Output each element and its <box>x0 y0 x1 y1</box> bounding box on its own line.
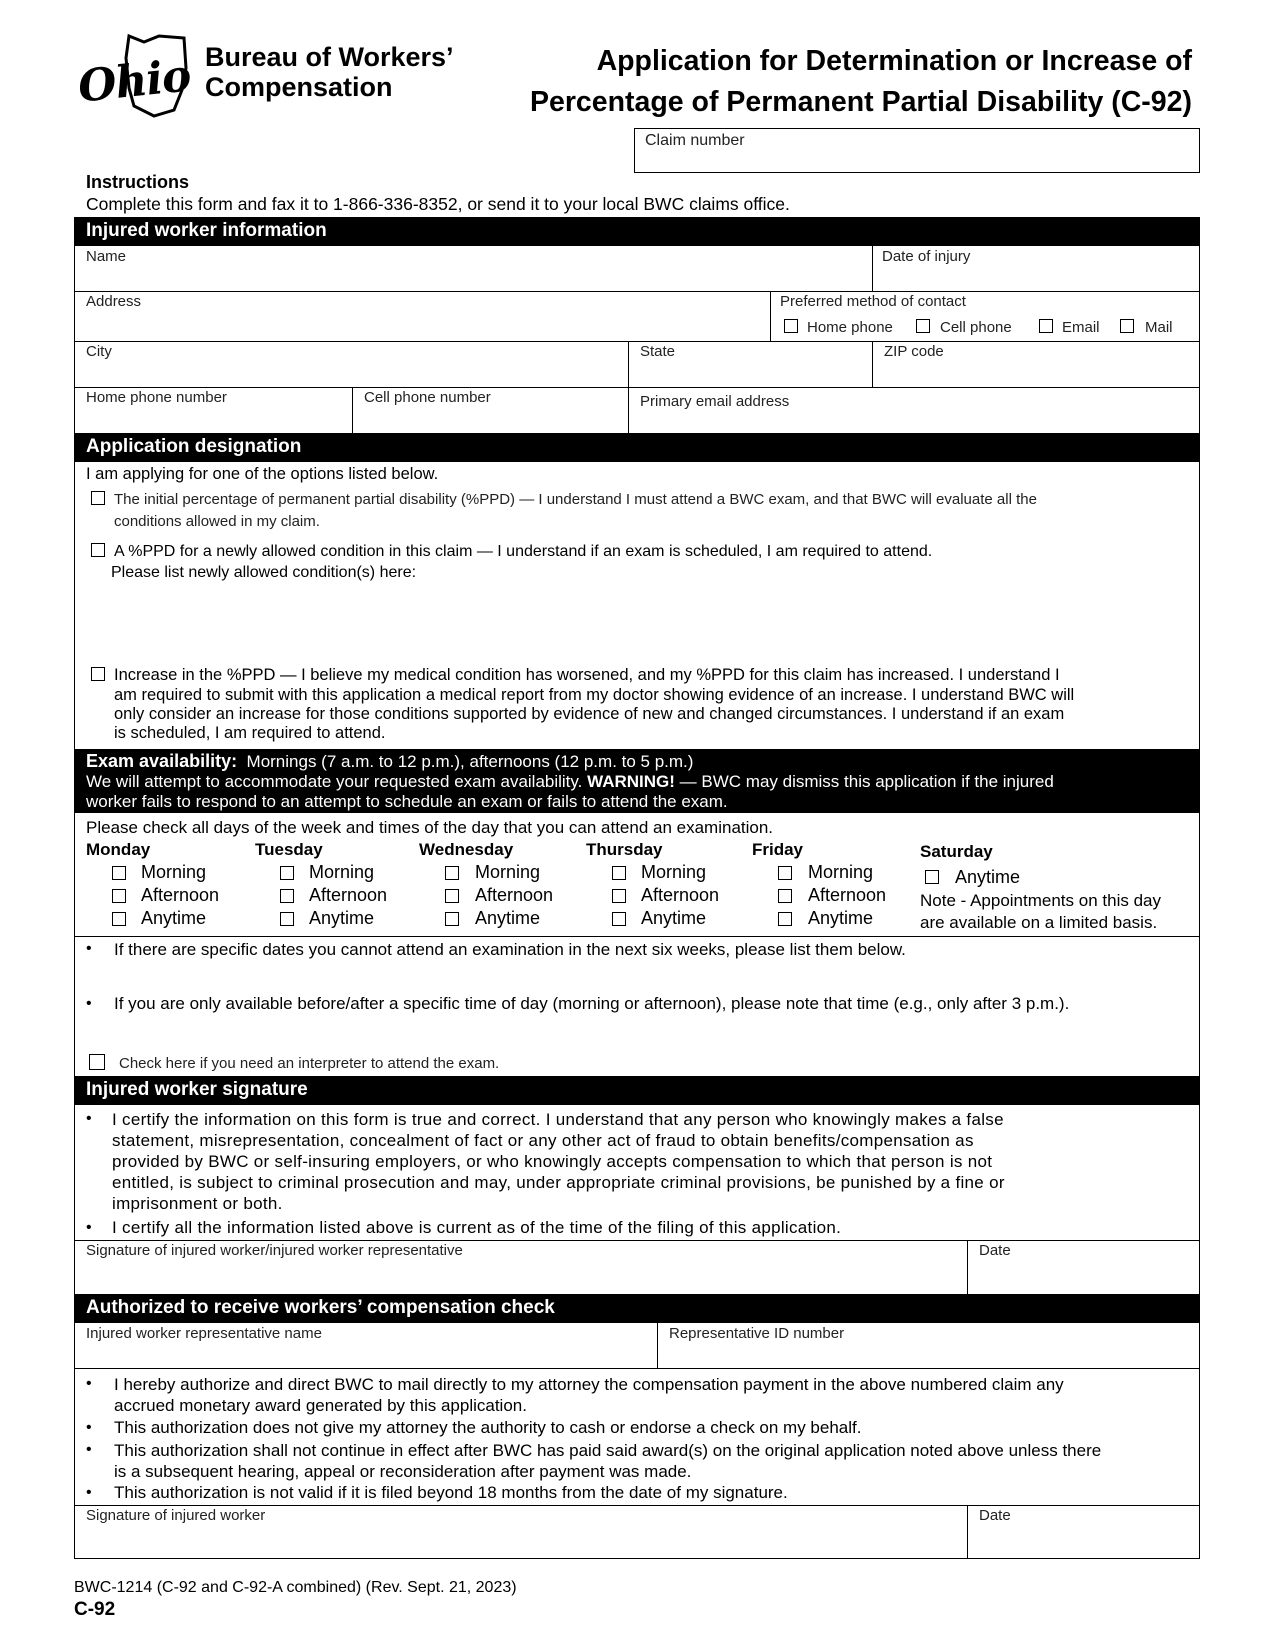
address-field[interactable] <box>76 293 768 339</box>
claim-number-label: Claim number <box>645 132 745 149</box>
logo-text: Ohio <box>75 50 193 113</box>
tuesday-label: Tuesday <box>255 840 323 859</box>
option1-text-1: The initial percentage of permanent partial disability (%PPD) — I understand I must attend a BWC exam, and that BWC will evaluate all the <box>114 491 1037 508</box>
email-option: Email <box>1062 319 1100 336</box>
mail-option: Mail <box>1145 319 1173 336</box>
thursday-afternoon-label: Afternoon <box>641 885 720 905</box>
certification-text-2: I certify all the information listed above is current as of the time of the filing of this application. <box>112 1218 842 1237</box>
time-restriction-input[interactable] <box>111 1016 1191 1050</box>
friday-afternoon-label: Afternoon <box>808 885 887 905</box>
certification-text-1 <box>112 1109 1005 1214</box>
saturday-note-1: Note - Appointments on this day <box>920 891 1161 910</box>
cell-phone-option: Cell phone <box>940 319 1012 336</box>
time-restriction-instruction: If you are only available before/after a specific time of day (morning or afternoon), please note that time (e.g., only after 3 p.m.). <box>114 994 1070 1013</box>
thursday-afternoon-checkbox[interactable] <box>612 889 626 903</box>
exam-note-1: We will attempt to accommodate your requested exam availability. <box>86 772 583 791</box>
mail-checkbox[interactable] <box>1120 319 1134 333</box>
bullet-dot: • <box>86 1484 92 1501</box>
authorization-term-3 <box>114 1440 1101 1482</box>
bullet-dot: • <box>86 1441 92 1458</box>
monday-anytime-label: Anytime <box>141 908 207 928</box>
option3-line-2: am required to submit with this application a medical report from my doctor showing evidence of an increase. I understand BWC will <box>114 686 1075 704</box>
bullet-dot: • <box>86 995 92 1012</box>
cert1-line-5: imprisonment or both. <box>112 1194 283 1213</box>
tuesday-afternoon-checkbox[interactable] <box>280 889 294 903</box>
interpreter-checkbox[interactable] <box>89 1054 105 1070</box>
date-of-injury-label: Date of injury <box>882 248 971 265</box>
monday-morning-label: Morning <box>141 862 207 882</box>
wednesday-morning-checkbox[interactable] <box>445 866 459 880</box>
claim-number-field[interactable] <box>634 128 1200 173</box>
cert1-line-3: provided by BWC or self-insuring employers, or who knowingly accepts compensation to which that person is not <box>112 1152 993 1171</box>
email-checkbox[interactable] <box>1039 319 1053 333</box>
auth-term1-line-1: I hereby authorize and direct BWC to mail directly to my attorney the compensation payment in the above numbered claim any <box>114 1375 1064 1394</box>
authorization-date-label: Date <box>979 1507 1011 1524</box>
date-of-injury-field[interactable] <box>874 248 1198 290</box>
form-title <box>530 41 1192 123</box>
bullet-dot: • <box>86 1375 92 1392</box>
interpreter-label: Check here if you need an interpreter to attend the exam. <box>119 1055 500 1072</box>
wednesday-afternoon-checkbox[interactable] <box>445 889 459 903</box>
address-label: Address <box>86 293 142 310</box>
application-intro: I am applying for one of the options listed below. <box>86 465 439 483</box>
monday-afternoon-label: Afternoon <box>141 885 220 905</box>
cell-phone-field[interactable] <box>354 389 626 433</box>
saturday-note-2: are available on a limited basis. <box>920 913 1158 932</box>
exam-note-2: — BWC may dismiss this application if the injured <box>679 772 1054 791</box>
option2-text-1: A %PPD for a newly allowed condition in this claim — I understand if an exam is scheduled, I am required to attend. <box>114 543 933 560</box>
option3-text <box>114 665 1194 743</box>
zip-field[interactable] <box>874 343 1198 386</box>
exam-availability-header <box>74 749 1200 813</box>
wednesday-label: Wednesday <box>419 840 514 859</box>
agency-line-2: Compensation <box>205 72 393 102</box>
home-phone-field[interactable] <box>76 389 350 433</box>
tuesday-afternoon-label: Afternoon <box>309 885 388 905</box>
auth-term1-line-2: accrued monetary award generated by this application. <box>114 1396 527 1415</box>
option3-line-3: only consider an increase for those conditions supported by evidence of new and changed circumstances. I understand if an exam <box>114 705 1065 723</box>
authorization-term-1 <box>114 1374 1064 1416</box>
contact-method-label: Preferred method of contact <box>780 293 966 310</box>
authorization-term-2: This authorization does not give my attorney the authority to cash or endorse a check on my behalf. <box>114 1418 862 1437</box>
bullet-dot: • <box>86 940 92 957</box>
new-condition-ppd-checkbox[interactable] <box>91 543 105 557</box>
instructions-text: Complete this form and fax it to 1-866-336-8352, or send it to your local BWC claims office. <box>86 194 790 214</box>
option3-line-4: is scheduled, I am required to attend. <box>114 724 386 742</box>
unavailable-dates-input[interactable] <box>111 963 1191 993</box>
worker-signature-label: Signature of injured worker/injured worker representative <box>86 1242 463 1259</box>
tuesday-anytime-checkbox[interactable] <box>280 912 294 926</box>
application-section-header: Application designation <box>74 433 1200 462</box>
tuesday-morning-label: Morning <box>309 862 375 882</box>
email-label: Primary email address <box>640 393 790 410</box>
option2-text-2: Please list newly allowed condition(s) here: <box>111 564 417 581</box>
home-phone-label: Home phone number <box>86 389 227 406</box>
home-phone-option: Home phone <box>807 319 893 336</box>
agency-name <box>205 42 454 102</box>
injured-worker-signature-field[interactable] <box>76 1507 965 1557</box>
wednesday-morning-label: Morning <box>475 862 541 882</box>
bullet-dot: • <box>86 1419 92 1436</box>
exam-warning: WARNING! <box>587 772 675 791</box>
unavailable-dates-instruction: If there are specific dates you cannot attend an examination in the next six weeks, please list them below. <box>114 940 906 959</box>
representative-id-label: Representative ID number <box>669 1325 845 1342</box>
thursday-morning-label: Morning <box>641 862 707 882</box>
email-field[interactable] <box>630 389 1198 433</box>
friday-afternoon-checkbox[interactable] <box>778 889 792 903</box>
monday-anytime-checkbox[interactable] <box>112 912 126 926</box>
increase-ppd-checkbox[interactable] <box>91 667 105 681</box>
injured-worker-section-header: Injured worker information <box>74 217 1200 246</box>
cell-phone-label: Cell phone number <box>364 389 491 406</box>
instructions-heading: Instructions <box>86 172 190 192</box>
friday-label: Friday <box>752 840 804 859</box>
monday-afternoon-checkbox[interactable] <box>112 889 126 903</box>
monday-morning-checkbox[interactable] <box>112 866 126 880</box>
tuesday-morning-checkbox[interactable] <box>280 866 294 880</box>
representative-name-label: Injured worker representative name <box>86 1325 322 1342</box>
state-field[interactable] <box>630 343 870 386</box>
friday-morning-label: Morning <box>808 862 874 882</box>
cert1-line-2: statement, misrepresentation, concealment of fact or any other act of fraud to obtain benefits/compensation as <box>112 1131 974 1150</box>
signature-date-field[interactable] <box>969 1242 1198 1293</box>
representative-id-field[interactable] <box>659 1325 1198 1367</box>
thursday-anytime-label: Anytime <box>641 908 707 928</box>
title-line-2: Percentage of Permanent Partial Disability (C-92) <box>529 86 1192 118</box>
monday-label: Monday <box>86 840 151 859</box>
authorization-term-4: This authorization is not valid if it is filed beyond 18 months from the date of my signature. <box>114 1483 788 1502</box>
auth-term3-line-2: is a subsequent hearing, appeal or reconsideration after payment was made. <box>114 1462 692 1481</box>
wednesday-anytime-checkbox[interactable] <box>445 912 459 926</box>
exam-check-intro: Please check all days of the week and times of the day that you can attend an examination. <box>86 818 774 837</box>
newly-allowed-conditions-input[interactable] <box>111 588 1191 658</box>
friday-anytime-checkbox[interactable] <box>778 912 792 926</box>
bullet-dot: • <box>86 1219 92 1236</box>
cert1-line-4: entitled, is subject to criminal prosecution and may, under appropriate criminal provisions, be punished by a fine or <box>112 1173 1005 1192</box>
title-line-1: Application for Determination or Increase of <box>596 45 1192 77</box>
wednesday-afternoon-label: Afternoon <box>475 885 554 905</box>
representative-name-field[interactable] <box>76 1325 655 1367</box>
injured-worker-signature-label: Signature of injured worker <box>86 1507 266 1524</box>
saturday-label: Saturday <box>920 842 993 861</box>
option1-text-2: conditions allowed in my claim. <box>114 513 320 530</box>
option3-line-1: Increase in the %PPD — I believe my medical condition has worsened, and my %PPD for this claim has increased. I understand I <box>114 666 1060 684</box>
bwc-logo <box>74 28 199 120</box>
saturday-anytime-checkbox[interactable] <box>925 870 939 884</box>
thursday-anytime-checkbox[interactable] <box>612 912 626 926</box>
signature-date-label: Date <box>979 1242 1011 1259</box>
name-label: Name <box>86 248 127 265</box>
form-id: BWC-1214 (C-92 and C-92-A combined) (Rev. Sept. 21, 2023) <box>74 1579 517 1596</box>
initial-ppd-checkbox[interactable] <box>91 491 105 505</box>
name-field[interactable] <box>76 248 870 290</box>
authorization-section-header: Authorized to receive workers’ compensation check <box>74 1294 1200 1323</box>
cell-phone-checkbox[interactable] <box>916 319 930 333</box>
friday-morning-checkbox[interactable] <box>778 866 792 880</box>
exam-note-3: worker fails to respond to an attempt to schedule an exam or fails to attend the exam. <box>86 792 728 811</box>
signature-section-header: Injured worker signature <box>74 1076 1200 1105</box>
tuesday-anytime-label: Anytime <box>309 908 375 928</box>
agency-line-1: Bureau of Workers’ <box>205 42 454 72</box>
city-field[interactable] <box>76 343 626 386</box>
state-label: State <box>640 343 676 360</box>
exam-availability-title: Exam availability: <box>86 751 238 771</box>
authorization-date-field[interactable] <box>969 1507 1198 1557</box>
worker-signature-field[interactable] <box>76 1242 965 1293</box>
home-phone-checkbox[interactable] <box>784 319 798 333</box>
city-label: City <box>86 343 112 360</box>
exam-hours: Mornings (7 a.m. to 12 p.m.), afternoons (12 p.m. to 5 p.m.) <box>246 752 694 771</box>
zip-label: ZIP code <box>884 343 944 360</box>
saturday-anytime-label: Anytime <box>955 867 1021 887</box>
bullet-dot: • <box>86 1110 92 1127</box>
auth-term3-line-1: This authorization shall not continue in effect after BWC has paid said award(s) on the original application noted above unless there <box>114 1441 1102 1460</box>
friday-anytime-label: Anytime <box>808 908 874 928</box>
cert1-line-1: I certify the information on this form is true and correct. I understand that any person who knowingly makes a false <box>112 1110 1004 1129</box>
thursday-morning-checkbox[interactable] <box>612 866 626 880</box>
wednesday-anytime-label: Anytime <box>475 908 541 928</box>
thursday-label: Thursday <box>586 840 663 859</box>
contact-method-group <box>772 293 1198 339</box>
form-code: C-92 <box>74 1599 116 1620</box>
